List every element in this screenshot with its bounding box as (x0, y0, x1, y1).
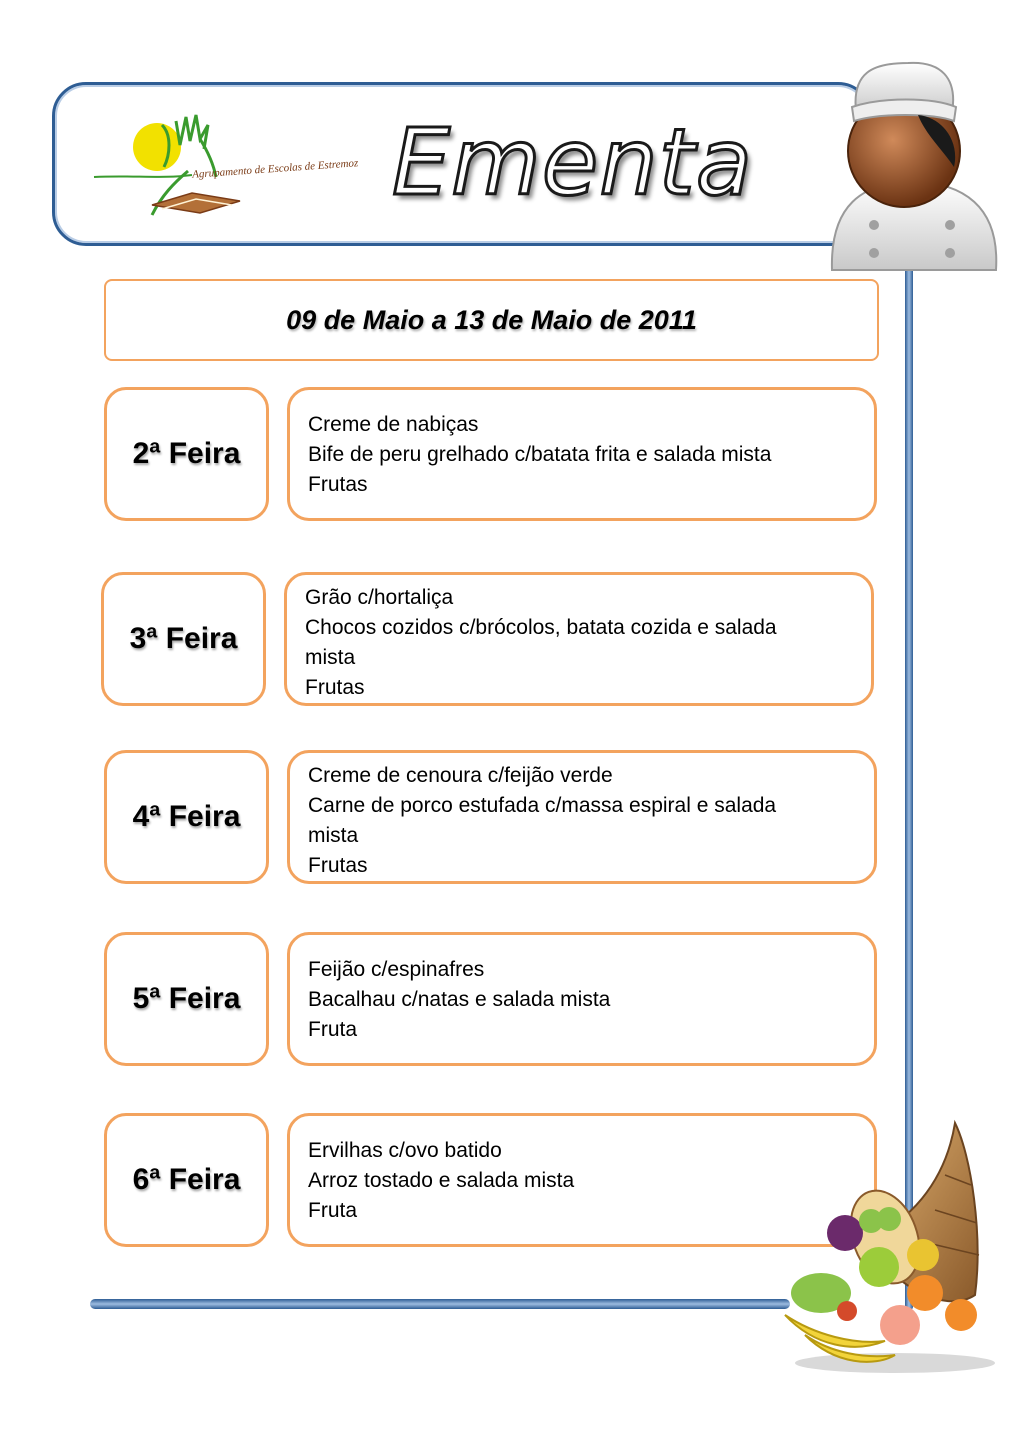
menu-line: Fruta (308, 1199, 358, 1222)
bottom-rail (90, 1299, 790, 1309)
menu-line: Arroz tostado e salada mista (308, 1169, 575, 1192)
day-box-wednesday (104, 750, 269, 884)
menu-line: Feijão c/espinafres (308, 958, 485, 981)
chef-icon (822, 55, 1002, 277)
menu-line: Ervilhas c/ovo batido (308, 1139, 502, 1162)
day-label: 4ª Feira (132, 800, 241, 833)
date-range: 09 de Maio a 13 de Maio de 2011 (286, 304, 697, 335)
menu-box-monday (287, 387, 877, 521)
day-label: 5ª Feira (132, 982, 241, 1015)
page-title: Ementa (392, 109, 754, 216)
day-box-tuesday (101, 572, 266, 706)
menu-line: Fruta (308, 1018, 358, 1041)
menu-line: Creme de nabiças (308, 413, 479, 436)
menu-line: Creme de cenoura c/feijão verde (308, 764, 613, 787)
menu-line: Carne de porco estufada c/massa espiral e salada (308, 794, 777, 817)
menu-line: Frutas (308, 854, 368, 877)
menu-line: Bacalhau c/natas e salada mista (308, 988, 611, 1011)
menu-line: Frutas (308, 473, 368, 496)
menu-box-wednesday (287, 750, 877, 884)
logo-text: Agrupamento de Escolas de Estremoz (191, 157, 359, 181)
menu-line: Chocos cozidos c/brócolos, batata cozida e salada (305, 616, 777, 639)
menu-line: Frutas (305, 676, 365, 699)
menu-line: Grão c/hortaliça (305, 586, 454, 609)
cornucopia-icon (775, 1115, 1005, 1375)
menu-line: Bife de peru grelhado c/batata frita e salada mista (308, 443, 772, 466)
day-box-monday (104, 387, 269, 521)
day-label: 6ª Feira (132, 1163, 241, 1196)
day-box-friday (104, 1113, 269, 1247)
menu-box-thursday (287, 932, 877, 1066)
day-box-thursday (104, 932, 269, 1066)
menu-line: mista (305, 646, 356, 669)
menu-line: mista (308, 824, 359, 847)
day-label: 3ª Feira (129, 622, 238, 655)
date-banner (104, 279, 879, 361)
menu-box-tuesday (284, 572, 874, 706)
day-label: 2ª Feira (132, 437, 241, 470)
